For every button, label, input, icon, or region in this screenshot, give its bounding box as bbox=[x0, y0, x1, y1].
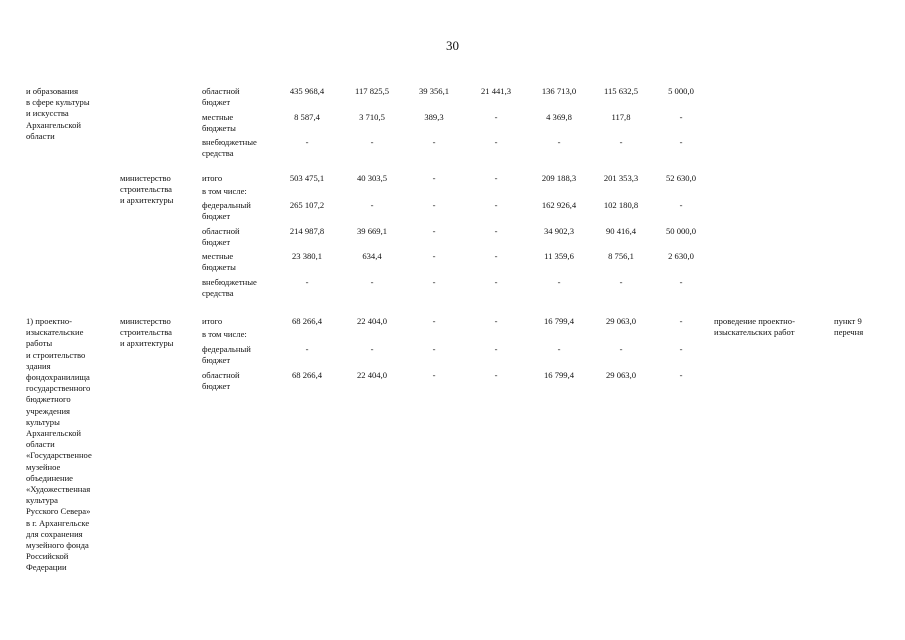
value-cell: 22 404,0 bbox=[356, 370, 388, 380]
expected-result-cell: проведение проектно- изыскательских работ bbox=[714, 316, 795, 338]
funding-source-label: в том числе: bbox=[202, 329, 247, 339]
value-cell: 39 356,1 bbox=[418, 86, 450, 96]
value-cell: - bbox=[432, 251, 436, 261]
value-cell: - bbox=[432, 173, 436, 183]
value-cell: - bbox=[432, 137, 436, 147]
value-cell: 435 968,4 bbox=[289, 86, 325, 96]
value-cell: 201 353,3 bbox=[603, 173, 639, 183]
funding-source-label: внебюджетные средства bbox=[202, 137, 257, 159]
value-cell: - bbox=[494, 226, 498, 236]
value-cell: - bbox=[432, 370, 436, 380]
value-cell: - bbox=[432, 316, 436, 326]
value-cell: - bbox=[679, 370, 683, 380]
value-cell: - bbox=[494, 137, 498, 147]
value-cell: 22 404,0 bbox=[356, 316, 388, 326]
value-cell: - bbox=[557, 137, 561, 147]
value-cell: 8 756,1 bbox=[608, 251, 634, 261]
value-cell: 34 902,3 bbox=[543, 226, 575, 236]
value-cell: 214 987,8 bbox=[289, 226, 325, 236]
value-cell: - bbox=[494, 277, 498, 287]
funding-source-label: внебюджетные средства bbox=[202, 277, 257, 299]
value-cell: - bbox=[370, 277, 374, 287]
value-cell: 16 799,4 bbox=[543, 370, 575, 380]
value-cell: - bbox=[494, 200, 498, 210]
value-cell: 50 000,0 bbox=[665, 226, 697, 236]
value-cell: 503 475,1 bbox=[289, 173, 325, 183]
value-cell: 11 359,6 bbox=[544, 251, 574, 261]
funding-source-label: областной бюджет bbox=[202, 370, 240, 392]
value-cell: 265 107,2 bbox=[289, 200, 325, 210]
value-cell: - bbox=[494, 344, 498, 354]
value-cell: 16 799,4 bbox=[543, 316, 575, 326]
activity-name-cell: 1) проектно- изыскательские работы и строительство здания фондохранилища государственного бюджетного учреждения культуры Архангельской области «Государственное музейное объединение «Художественная культура Русского Севера» в г. Архангельске для сохранения музейного фонда Российской Федерации bbox=[26, 316, 92, 573]
funding-source-label: итого bbox=[202, 316, 223, 326]
value-cell: - bbox=[557, 344, 561, 354]
value-cell: 52 630,0 bbox=[665, 173, 697, 183]
value-cell: 4 369,8 bbox=[546, 112, 572, 122]
value-cell: - bbox=[305, 137, 309, 147]
value-cell: 389,3 bbox=[424, 112, 444, 122]
executor-cell: министерство строительства и архитектуры bbox=[120, 316, 174, 349]
value-cell: 136 713,0 bbox=[541, 86, 577, 96]
value-cell: - bbox=[679, 200, 683, 210]
funding-source-label: итого bbox=[202, 173, 223, 183]
program-name-cell: и образования в сфере культуры и искусства Архангельской области bbox=[26, 86, 90, 141]
value-cell: - bbox=[370, 344, 374, 354]
value-cell: - bbox=[432, 200, 436, 210]
value-cell: - bbox=[370, 200, 374, 210]
page-number: 30 bbox=[446, 38, 459, 53]
value-cell: 2 630,0 bbox=[668, 251, 694, 261]
value-cell: 29 063,0 bbox=[605, 316, 637, 326]
value-cell: 209 188,3 bbox=[541, 173, 577, 183]
funding-source-label: областной бюджет bbox=[202, 226, 240, 248]
funding-source-label: местные бюджеты bbox=[202, 112, 236, 134]
value-cell: - bbox=[494, 370, 498, 380]
value-cell: - bbox=[305, 344, 309, 354]
value-cell: 102 180,8 bbox=[603, 200, 639, 210]
value-cell: - bbox=[494, 251, 498, 261]
value-cell: - bbox=[619, 277, 623, 287]
value-cell: - bbox=[494, 173, 498, 183]
value-cell: - bbox=[432, 277, 436, 287]
value-cell: - bbox=[679, 112, 683, 122]
value-cell: 634,4 bbox=[362, 251, 382, 261]
funding-source-label: федеральный бюджет bbox=[202, 200, 251, 222]
value-cell: 68 266,4 bbox=[291, 316, 323, 326]
value-cell: 3 710,5 bbox=[359, 112, 385, 122]
funding-source-label: местные бюджеты bbox=[202, 251, 236, 273]
funding-source-label: в том числе: bbox=[202, 186, 247, 196]
value-cell: 90 416,4 bbox=[605, 226, 637, 236]
reference-cell: пункт 9 перечня bbox=[834, 316, 864, 338]
value-cell: - bbox=[679, 316, 683, 326]
value-cell: - bbox=[679, 137, 683, 147]
value-cell: - bbox=[432, 226, 436, 236]
value-cell: - bbox=[305, 277, 309, 287]
value-cell: 29 063,0 bbox=[605, 370, 637, 380]
value-cell: - bbox=[619, 137, 623, 147]
value-cell: - bbox=[679, 344, 683, 354]
value-cell: - bbox=[557, 277, 561, 287]
value-cell: 117,8 bbox=[611, 112, 631, 122]
value-cell: 21 441,3 bbox=[480, 86, 512, 96]
value-cell: - bbox=[494, 316, 498, 326]
value-cell: 117 825,5 bbox=[354, 86, 390, 96]
funding-source-label: областной бюджет bbox=[202, 86, 240, 108]
value-cell: 39 669,1 bbox=[356, 226, 388, 236]
value-cell: 5 000,0 bbox=[668, 86, 694, 96]
value-cell: - bbox=[679, 277, 683, 287]
value-cell: 115 632,5 bbox=[603, 86, 639, 96]
value-cell: 162 926,4 bbox=[541, 200, 577, 210]
value-cell: - bbox=[370, 137, 374, 147]
value-cell: - bbox=[494, 112, 498, 122]
value-cell: 23 380,1 bbox=[291, 251, 323, 261]
value-cell: 8 587,4 bbox=[294, 112, 320, 122]
value-cell: - bbox=[619, 344, 623, 354]
funding-source-label: федеральный бюджет bbox=[202, 344, 251, 366]
value-cell: - bbox=[432, 344, 436, 354]
executor-cell: министерство строительства и архитектуры bbox=[120, 173, 174, 206]
value-cell: 68 266,4 bbox=[291, 370, 323, 380]
value-cell: 40 303,5 bbox=[356, 173, 388, 183]
